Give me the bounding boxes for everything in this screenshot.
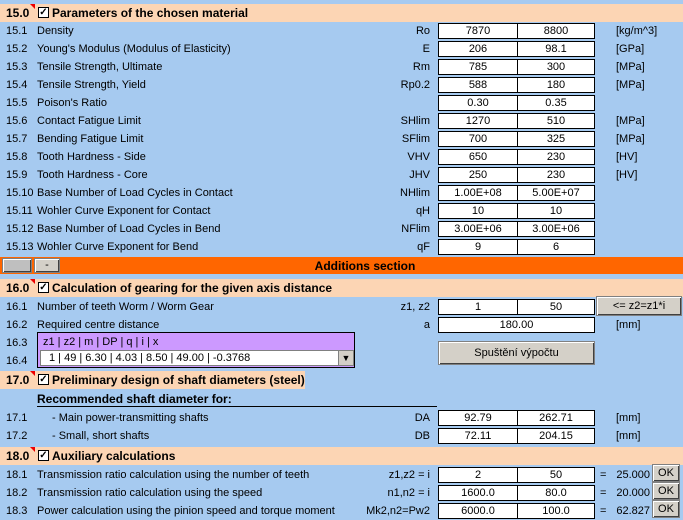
row-number: 15.13	[6, 241, 34, 253]
section-title: Auxiliary calculations	[52, 449, 176, 463]
combo-value: 1 | 49 | 6.30 | 4.03 | 8.50 | 49.00 | -0.3768	[49, 352, 251, 364]
result-value: 62.827	[616, 505, 650, 517]
additions-title: Additions section	[314, 259, 416, 273]
value-worm[interactable]: 10	[438, 203, 518, 219]
row-18-3	[0, 502, 683, 520]
row-unit: [HV]	[616, 151, 638, 163]
result-value: 20.000	[616, 487, 650, 499]
section-number: 18.0	[6, 449, 30, 463]
row-symbol: z1, z2	[400, 301, 430, 313]
row-label: - Main power-transmitting shafts	[52, 412, 209, 424]
value-gear[interactable]: 510	[517, 113, 595, 129]
row-15-12	[0, 220, 683, 238]
value-worm[interactable]: 206	[438, 41, 518, 57]
centre-distance-input[interactable]: 180.00	[438, 317, 595, 333]
value-gear[interactable]: 6	[517, 239, 595, 255]
row-unit: [kg/m^3]	[616, 25, 658, 37]
value-gear[interactable]: 325	[517, 131, 595, 147]
subheading-rule	[37, 406, 437, 407]
section-title: Preliminary design of shaft diameters (steel)	[52, 373, 305, 387]
section-17-header	[0, 371, 683, 389]
row-15-8	[0, 148, 683, 166]
row-unit: [mm]	[616, 412, 641, 424]
row-label: Base Number of Load Cycles in Contact	[37, 187, 233, 199]
value-worm[interactable]: 9	[438, 239, 518, 255]
row-15-10	[0, 184, 683, 202]
row-15-2	[0, 40, 683, 58]
row-number: 15.6	[6, 115, 28, 127]
row-symbol: n1,n2 = i	[387, 487, 430, 499]
input-b[interactable]: 50	[517, 467, 595, 483]
row-symbol: E	[422, 43, 430, 55]
row-label: Transmission ratio calculation using the number of teeth	[37, 469, 310, 481]
equals-sign: =	[600, 487, 607, 499]
value-gear[interactable]: 3.00E+06	[517, 221, 595, 237]
row-number: 15.4	[6, 79, 28, 91]
value-worm: 92.79	[438, 410, 518, 426]
row-symbol: z1,z2 = i	[388, 469, 430, 481]
input-a[interactable]: 1600.0	[438, 485, 518, 501]
row-unit: [HV]	[616, 169, 638, 181]
row-16-1	[0, 298, 683, 316]
row-15-5	[0, 94, 683, 112]
section-18-checkbox[interactable]: ✓	[39, 450, 48, 461]
gearing-combo[interactable]	[37, 332, 355, 368]
comment-marker-icon	[30, 4, 35, 9]
section-15-checkbox[interactable]: ✓	[39, 7, 48, 18]
row-label: Transmission ratio calculation using the speed	[37, 487, 263, 499]
row-symbol: NFlim	[401, 223, 430, 235]
section-number: 17.0	[6, 373, 30, 387]
input-a[interactable]: 6000.0	[438, 503, 518, 519]
row-symbol: NHlim	[400, 187, 430, 199]
dropdown-arrow-icon[interactable]: ▼	[338, 351, 353, 365]
row-symbol: DA	[414, 412, 430, 424]
section-number: 15.0	[6, 6, 30, 20]
comment-marker-icon	[30, 279, 35, 284]
header-spacer	[305, 371, 683, 389]
ok-button[interactable]: OK	[652, 500, 680, 518]
row-number: 18.3	[6, 505, 28, 517]
row-label: Bending Fatigue Limit	[37, 133, 144, 145]
section-16-checkbox[interactable]: ✓	[39, 282, 48, 293]
section-17-checkbox[interactable]: ✓	[39, 374, 48, 385]
row-number: 18.1	[6, 469, 28, 481]
row-number: 15.2	[6, 43, 28, 55]
row-unit: [GPa]	[616, 43, 645, 55]
row-symbol: qF	[417, 241, 430, 253]
value-worm[interactable]: 650	[438, 149, 518, 165]
row-number: 17.2	[6, 430, 28, 442]
z1-input[interactable]: 1	[438, 299, 518, 315]
row-label: Tensile Strength, Ultimate	[37, 61, 163, 73]
section-16-header	[0, 279, 683, 297]
row-label: Wohler Curve Exponent for Bend	[37, 241, 199, 253]
row-15-11	[0, 202, 683, 220]
value-gear[interactable]: 10	[517, 203, 595, 219]
row-label: Base Number of Load Cycles in Bend	[37, 223, 221, 235]
row-number: 15.9	[6, 169, 28, 181]
row-label: Required centre distance	[37, 319, 160, 331]
value-worm[interactable]: 785	[438, 59, 518, 75]
row-unit: [MPa]	[616, 115, 645, 127]
section-18-header	[0, 447, 683, 465]
row-number: 17.1	[6, 412, 28, 424]
z2-input[interactable]: 50	[517, 299, 595, 315]
row-symbol: SHlim	[400, 115, 430, 127]
row-17-1	[0, 409, 683, 427]
section-number: 16.0	[6, 281, 30, 295]
row-15-4	[0, 76, 683, 94]
input-a[interactable]: 2	[438, 467, 518, 483]
row-number: 15.10	[6, 187, 34, 199]
row-number: 16.1	[6, 301, 28, 313]
value-worm[interactable]: 1.00E+08	[438, 185, 518, 201]
value-worm[interactable]: 7870	[438, 23, 518, 39]
row-number: 16.2	[6, 319, 28, 331]
row-number: 18.2	[6, 487, 28, 499]
minus-button[interactable]: -	[34, 258, 60, 273]
row-number: 15.7	[6, 133, 28, 145]
value-gear[interactable]: 0.35	[517, 95, 595, 111]
row-label: Wohler Curve Exponent for Contact	[37, 205, 211, 217]
value-worm[interactable]: 250	[438, 167, 518, 183]
row-15-6	[0, 112, 683, 130]
value-worm: 72.11	[438, 428, 518, 444]
row-symbol: Ro	[415, 25, 430, 37]
equals-sign: =	[600, 505, 607, 517]
row-label: - Small, short shafts	[52, 430, 150, 442]
row-number: 15.11	[6, 205, 33, 217]
row-symbol: SFlim	[401, 133, 430, 145]
row-label: Number of teeth Worm / Worm Gear	[37, 301, 214, 313]
value-worm[interactable]: 1270	[438, 113, 518, 129]
input-b[interactable]: 80.0	[517, 485, 595, 501]
ok-button[interactable]: OK	[652, 482, 680, 500]
row-label: Density	[37, 25, 74, 37]
row-symbol: qH	[415, 205, 430, 217]
row-unit: [mm]	[616, 430, 641, 442]
combo-selection[interactable]	[40, 350, 354, 366]
row-symbol: Mk2,n2=Pw2	[366, 505, 430, 517]
row-number: 16.3	[6, 337, 28, 349]
row-label: Contact Fatigue Limit	[37, 115, 141, 127]
row-15-13	[0, 238, 683, 256]
row-15-9	[0, 166, 683, 184]
row-symbol: Rp0.2	[400, 79, 430, 91]
shaft-subheading: Recommended shaft diameter for:	[37, 392, 232, 406]
value-worm[interactable]: 700	[438, 131, 518, 147]
z2-from-ratio-button[interactable]: <= z2=z1*i	[596, 296, 682, 316]
value-gear[interactable]: 230	[517, 149, 595, 165]
additions-bar	[0, 257, 683, 274]
row-label: Poison's Ratio	[37, 97, 107, 109]
row-number: 15.8	[6, 151, 28, 163]
row-unit: [MPa]	[616, 61, 645, 73]
row-number: 16.4	[6, 355, 28, 367]
value-gear[interactable]: 300	[517, 59, 595, 75]
row-label: Power calculation using the pinion speed and torque moment	[37, 505, 335, 517]
run-calculation-button[interactable]: Spuštění výpočtu	[438, 341, 595, 365]
row-17-2	[0, 427, 683, 445]
row-number: 15.5	[6, 97, 28, 109]
row-unit: [mm]	[616, 319, 641, 331]
row-number: 15.1	[6, 25, 28, 37]
input-b[interactable]: 100.0	[517, 503, 595, 519]
collapse-left-button[interactable]	[2, 258, 32, 273]
value-worm[interactable]: 0.30	[438, 95, 518, 111]
combo-header: z1 | z2 | m | DP | q | i | x	[43, 336, 159, 348]
row-unit: [MPa]	[616, 133, 645, 145]
value-gear: 204.15	[517, 428, 595, 444]
row-15-3	[0, 58, 683, 76]
value-worm[interactable]: 588	[438, 77, 518, 93]
comment-marker-icon	[30, 371, 35, 376]
value-worm[interactable]: 3.00E+06	[438, 221, 518, 237]
value-gear[interactable]: 230	[517, 167, 595, 183]
value-gear[interactable]: 180	[517, 77, 595, 93]
section-15-header	[0, 4, 683, 22]
row-15-7	[0, 130, 683, 148]
row-18-2	[0, 484, 683, 502]
value-gear: 262.71	[517, 410, 595, 426]
row-label: Tooth Hardness - Side	[37, 151, 146, 163]
row-symbol: a	[423, 319, 430, 331]
row-label: Tooth Hardness - Core	[37, 169, 148, 181]
row-symbol: Rm	[412, 61, 430, 73]
comment-marker-icon	[30, 447, 35, 452]
section-title: Parameters of the chosen material	[52, 6, 249, 20]
value-gear[interactable]: 8800	[517, 23, 595, 39]
result-value: 25.000	[616, 469, 650, 481]
row-label: Tensile Strength, Yield	[37, 79, 146, 91]
row-15-1	[0, 22, 683, 40]
row-number: 15.3	[6, 61, 28, 73]
row-unit: [MPa]	[616, 79, 645, 91]
row-18-1	[0, 466, 683, 484]
row-symbol: VHV	[407, 151, 430, 163]
equals-sign: =	[600, 469, 607, 481]
value-gear[interactable]: 5.00E+07	[517, 185, 595, 201]
ok-button[interactable]: OK	[652, 464, 680, 482]
row-number: 15.12	[6, 223, 34, 235]
value-gear[interactable]: 98.1	[517, 41, 595, 57]
row-symbol: DB	[414, 430, 430, 442]
section-title: Calculation of gearing for the given axis distance	[52, 281, 333, 295]
row-label: Young's Modulus (Modulus of Elasticity)	[37, 43, 231, 55]
row-symbol: JHV	[409, 169, 430, 181]
